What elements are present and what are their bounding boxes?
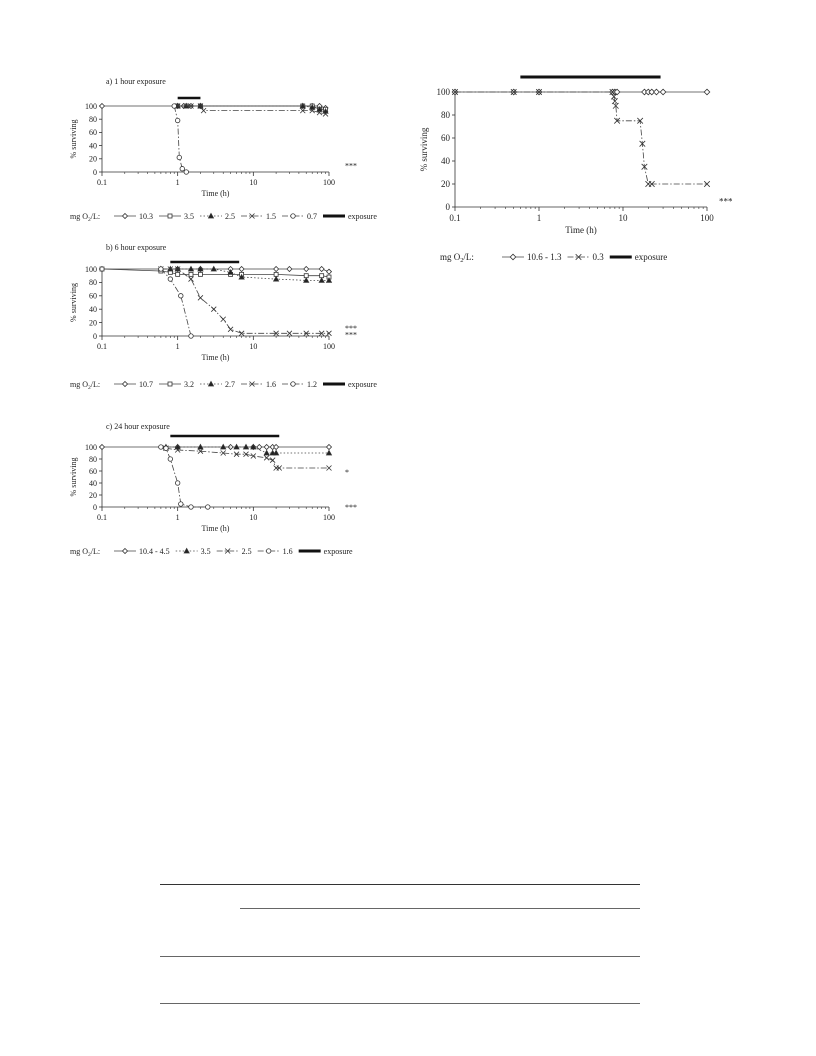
legend-item-square [159,212,194,221]
significance-mark-1: *** [345,330,357,340]
y-axis-label: % surviving [69,457,78,497]
data-point [228,445,233,450]
legend-marker [123,382,128,387]
legend-item-circle [282,212,317,221]
legend-exposure-label: exposure [348,212,377,221]
significance-mark-0: *** [719,196,733,207]
legend-label: 10.3 [139,212,153,221]
legend-label: 0.3 [592,252,604,262]
y-tick-label-4: 80 [89,454,97,464]
data-point [184,170,189,175]
data-point [264,445,269,450]
x-tick-label-0: 0.1 [97,178,107,187]
data-point [179,502,184,507]
data-point [175,118,180,123]
chart-b-6-hour [60,238,400,398]
legend-label: 3.5 [200,547,211,556]
legend-label: 10.4 - 4.5 [139,547,170,556]
x-axis-label: Time (h) [565,225,597,235]
significance-mark-0: *** [345,323,357,333]
legend-marker [510,254,516,260]
data-point [188,277,193,282]
table-rule-top [160,884,640,885]
data-point [189,272,193,276]
legend-label: 1.2 [307,380,317,389]
data-point [201,108,206,113]
y-axis-label: % surviving [69,119,78,159]
legend-label: 1.6 [266,380,276,389]
legend-item-triangle [200,212,235,221]
y-tick-label-0: 0 [445,202,450,213]
y-tick-label-4: 80 [89,278,97,288]
data-point [179,294,184,299]
significance-mark-0: * [345,468,349,478]
legend-exposure-label: exposure [634,252,668,262]
data-point [176,272,180,276]
x-tick-label-2: 10 [618,213,628,223]
legend-item-cross [241,380,276,389]
data-point [319,267,324,272]
y-tick-label-3: 60 [441,133,450,144]
table-rule-bottom [160,1003,640,1004]
data-point [100,267,104,271]
x-tick-label-3: 100 [700,213,714,223]
x-axis-label: Time (h) [201,353,230,362]
data-point [168,457,173,462]
data-point [654,89,660,95]
x-tick-label-1: 1 [175,513,180,522]
legend-prefix: mg $O_2/L$: [70,547,101,558]
series-circle [159,267,194,339]
x-tick-label-2: 10 [249,178,258,187]
legend-marker [291,382,296,387]
y-tick-label-5: 100 [85,101,97,111]
legend-item-triangle [200,380,235,389]
y-tick-label-0: 0 [93,502,97,512]
data-point [172,104,177,109]
panel-d [410,70,750,275]
significance-mark-0: *** [345,161,357,171]
legend-prefix: mg $O_2/L$: [440,252,474,264]
series-circle [159,445,210,510]
legend [440,252,667,264]
data-point [100,104,105,109]
data-point [198,295,203,300]
chart-title: b) 6 hour exposure [106,243,167,252]
legend-item-exposure [323,380,377,389]
legend-marker [123,214,128,219]
data-point [244,452,249,457]
x-tick-label-2: 10 [249,513,258,522]
data-point [206,505,211,510]
y-tick-label-0: 0 [93,331,97,341]
data-point [274,267,279,272]
data-point [159,267,164,272]
data-point [327,269,332,274]
legend-item-diamond [114,380,153,389]
y-tick-label-5: 100 [85,442,97,452]
data-point [168,277,173,282]
significance-mark-1: *** [345,503,357,512]
legend-label: 10.7 [139,380,153,389]
data-point [270,458,275,463]
data-point [159,445,164,450]
legend-item-exposure [299,547,353,556]
y-tick-label-1: 20 [441,179,450,190]
data-point [319,278,324,283]
data-point [175,481,180,486]
x-tick-label-3: 100 [323,513,335,522]
x-tick-label-1: 1 [175,342,180,351]
x-tick-label-0: 0.1 [449,213,461,223]
legend-marker [168,382,172,386]
legend-prefix: mg $O_2/L$: [70,212,101,223]
x-tick-label-1: 1 [175,178,180,187]
x-tick-label-2: 10 [249,342,258,351]
y-tick-label-1: 20 [89,490,97,500]
chart-d-continuous [410,70,750,270]
legend-label: 1.6 [282,547,293,556]
legend-exposure-label: exposure [348,380,377,389]
data-point [221,317,226,322]
data-point [274,277,279,282]
data-point [177,155,182,160]
data-point [189,505,194,510]
legend-item-square [159,380,194,389]
chart-title: c) 24 hour exposure [106,422,170,431]
series-circle [172,104,189,175]
x-tick-label-0: 0.1 [97,513,107,522]
legend-label: 10.6 - 1.3 [527,252,562,262]
table-rule-mid [160,956,640,957]
series-cross [452,89,710,187]
legend-label: 2.7 [225,380,235,389]
data-point [304,267,309,272]
legend-item-diamond [502,252,562,262]
data-point [211,307,216,312]
series-triangle [163,445,331,456]
data-point [704,89,710,95]
legend-marker [209,214,214,219]
legend-label: 1.5 [266,212,276,221]
legend-marker [291,214,296,219]
legend-item-cross [217,547,252,556]
x-tick-label-0: 0.1 [97,342,107,351]
y-tick-label-4: 80 [89,115,97,124]
data-point [239,267,244,272]
y-tick-label-3: 60 [89,466,97,476]
legend [70,547,353,558]
legend-item-cross [568,252,605,262]
data-point [228,327,233,332]
data-point [189,334,194,339]
chart-a-1-hour [60,70,400,230]
table-rule-sub [240,908,640,909]
y-tick-label-4: 80 [441,110,450,121]
legend-label: 2.5 [225,212,235,221]
legend-label: 2.5 [241,547,252,556]
legend-label: 3.2 [184,380,194,389]
panel-b [60,238,400,403]
legend-marker [168,214,172,218]
legend-item-exposure [323,212,377,221]
y-tick-label-1: 20 [89,318,97,328]
legend [70,380,377,391]
data-point [180,166,185,171]
legend-item-cross [241,212,276,221]
y-tick-label-2: 40 [89,305,97,314]
legend [70,212,377,223]
data-point [327,451,332,456]
y-tick-label-3: 60 [89,128,97,138]
legend-prefix: mg $O_2/L$: [70,380,101,391]
x-tick-label-3: 100 [323,178,335,187]
y-tick-label-0: 0 [93,167,97,177]
y-tick-label-2: 40 [89,141,97,151]
legend-item-diamond [114,212,153,221]
legend-item-circle [282,380,317,389]
legend-label: 3.5 [184,212,194,221]
legend-marker [209,382,214,387]
y-tick-label-2: 40 [441,156,450,167]
x-axis-label: Time (h) [201,524,230,533]
data-point [327,466,332,471]
legend-exposure-label: exposure [323,547,353,556]
legend-item-triangle [176,547,211,556]
series-diamond [100,104,329,111]
chart-c-24-hour [60,418,400,578]
y-tick-label-1: 20 [89,154,97,164]
panel-a [60,70,400,235]
data-point [287,331,292,336]
series-line [166,448,329,468]
data-point [198,272,202,276]
data-point [274,445,279,450]
chart-title: a) 1 hour exposure [106,77,166,86]
series-line [161,447,208,507]
data-point [327,445,332,450]
data-point [660,89,666,95]
data-point [287,267,292,272]
panel-c [60,418,400,583]
legend-marker [266,549,271,554]
legend-item-circle [258,547,293,556]
data-point [164,446,169,451]
y-tick-label-5: 100 [436,87,450,98]
data-point [100,445,105,450]
series-line [455,92,707,184]
legend-item-diamond [114,547,170,556]
series-line [174,106,186,172]
series-line [161,269,329,333]
legend-label: 0.7 [307,212,317,221]
legend-marker [123,549,128,554]
y-tick-label-2: 40 [89,478,97,488]
x-tick-label-1: 1 [536,213,542,223]
x-axis-label: Time (h) [201,189,230,198]
data-point [264,451,269,456]
series-line [161,269,191,336]
legend-item-exposure [610,252,668,262]
legend-marker [184,549,189,554]
data-point [264,455,269,460]
x-tick-label-3: 100 [323,342,335,351]
y-axis-label: % surviving [69,283,78,322]
y-tick-label-3: 60 [89,291,97,301]
series-cross [163,446,331,471]
y-tick-label-5: 100 [85,264,97,274]
y-axis-label: % surviving [419,127,429,172]
